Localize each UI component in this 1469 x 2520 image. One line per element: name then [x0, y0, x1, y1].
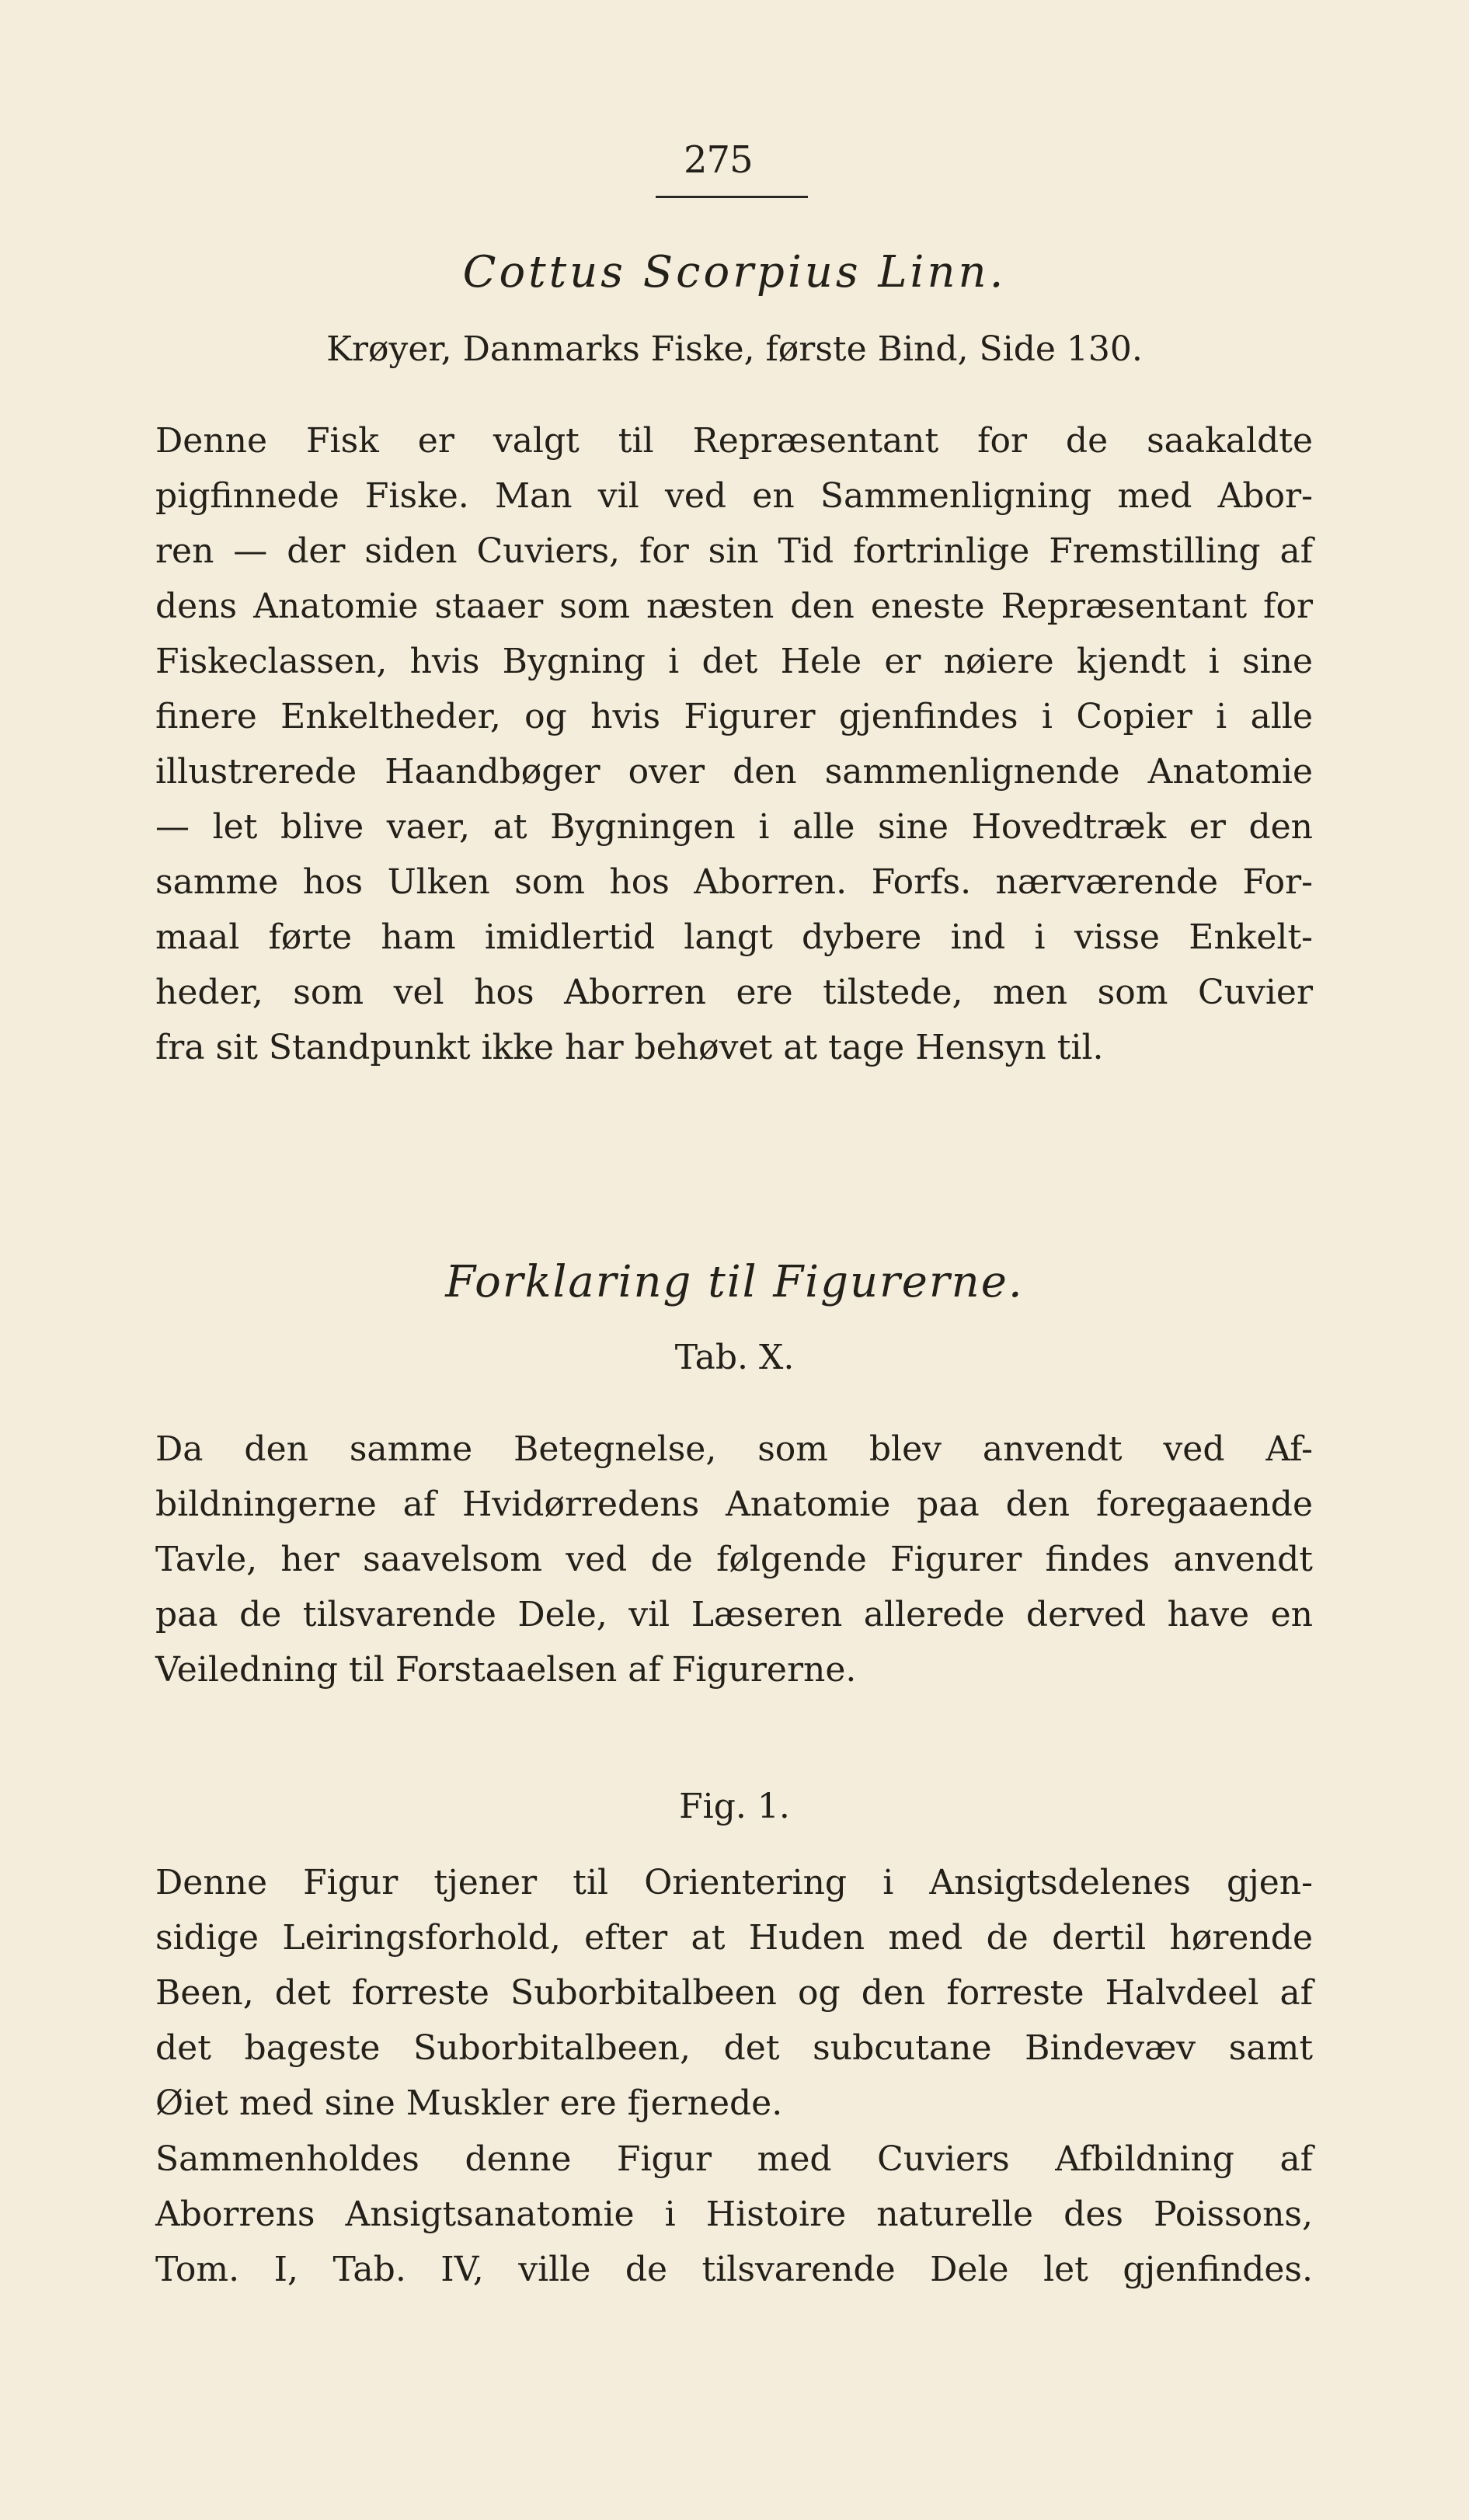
text-line: Veiledning til Forstaaelsen af Figurerne. [155, 1650, 857, 1690]
text-line: Sammenholdes denne Figur med Cuviers Afbildning af [155, 2139, 1313, 2179]
text-line: fra sit Standpunkt ikke har behøvet at tage Hensyn til. [155, 1028, 1104, 1067]
text-line: det bageste Suborbitalbeen, det subcutane Bindevæv samt [155, 2028, 1313, 2068]
paragraph-intro [155, 413, 1313, 1075]
text-line: Tom. I, Tab. IV, ville de tilsvarende Dele let gjenfindes. [155, 2250, 1313, 2289]
page-number: 275 [684, 138, 753, 182]
text-line: sidige Leiringsforhold, efter at Huden med de dertil hørende [155, 1918, 1313, 1958]
page-number-rule [656, 196, 808, 198]
text-line: Da den samme Betegnelse, som blev anvendt ved Af- [155, 1429, 1313, 1469]
text-line: illustrerede Haandbøger over den sammenlignende Anatomie [155, 752, 1313, 792]
text-line: maal førte ham imidlertid langt dybere ind i visse Enkelt- [155, 917, 1313, 957]
plate-label: Tab. X. [674, 1338, 795, 1377]
paragraph-figure-description [155, 1855, 1313, 2131]
paragraph-figure-comparison [155, 2132, 1313, 2297]
text-line: Denne Fisk er valgt til Repræsentant for de saakaldte [155, 421, 1313, 461]
text-line: Been, det forreste Suborbitalbeen og den forreste Halvdeel af [155, 1973, 1313, 2013]
text-line: Tavle, her saavelsom ved de følgende Figurer findes anvendt [155, 1540, 1313, 1579]
text-line: pigfinnede Fiske. Man vil ved en Sammenligning med Abor- [155, 476, 1313, 516]
text-line: heder, som vel hos Aborren ere tilstede, men som Cuvier [155, 973, 1313, 1012]
section-title-forklaring: Forklaring til Figurerne. [445, 1257, 1024, 1307]
figure-label: Fig. 1. [679, 1787, 790, 1826]
text-line: dens Anatomie staaer som næsten den eneste Repræsentant for [155, 586, 1313, 626]
text-line: paa de tilsvarende Dele, vil Læseren allerede derved have en [155, 1595, 1313, 1634]
reference-line: Krøyer, Danmarks Fiske, første Bind, Side 130. [326, 329, 1143, 369]
text-line: — let blive vaer, at Bygningen i alle sine Hovedtræk er den [155, 807, 1313, 847]
text-line: bildningerne af Hvidørredens Anatomie paa den foregaaende [155, 1485, 1313, 1524]
text-line: Øiet med sine Muskler ere fjernede. [155, 2083, 783, 2123]
text-line: Denne Figur tjener til Orientering i Ansigtsdelenes gjen- [155, 1863, 1313, 1902]
paragraph-explanation [155, 1422, 1313, 1697]
text-line: samme hos Ulken som hos Aborren. Forfs. nærværende For- [155, 862, 1313, 902]
text-line: Fiskeclassen, hvis Bygning i det Hele er nøiere kjendt i sine [155, 642, 1313, 681]
text-line: Aborrens Ansigtsanatomie i Histoire naturelle des Poissons, [155, 2195, 1313, 2234]
text-line: finere Enkeltheder, og hvis Figurer gjenfindes i Copier i alle [155, 697, 1313, 736]
text-line: ren — der siden Cuviers, for sin Tid fortrinlige Fremstilling af [155, 531, 1313, 571]
section-title-cottus: Cottus Scorpius Linn. [462, 247, 1007, 298]
